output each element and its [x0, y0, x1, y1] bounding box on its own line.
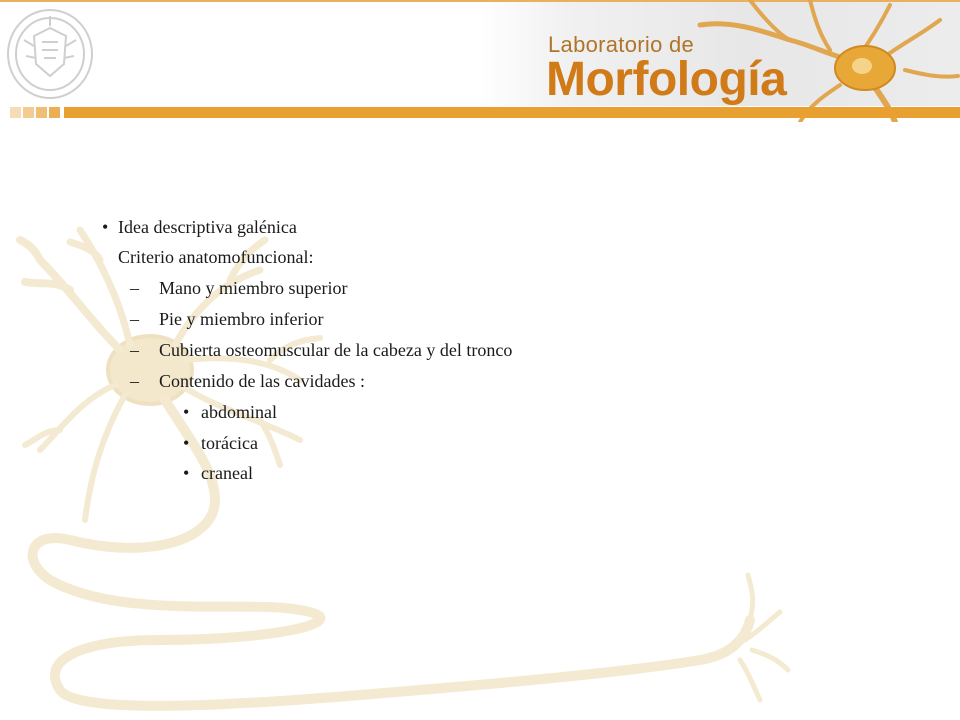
list-item: Mano y miembro superior — [159, 278, 348, 298]
header-title-big: Morfología — [546, 53, 787, 106]
list-item: Cubierta osteomuscular de la cabeza y del tronco — [159, 340, 513, 360]
dash-icon: – — [130, 278, 139, 298]
list-item: torácica — [201, 433, 258, 453]
dash-icon: – — [130, 340, 139, 360]
bullet-icon: • — [102, 217, 109, 237]
dash-icon: – — [130, 309, 139, 329]
list-item: Contenido de las cavidades : — [159, 371, 365, 391]
bullet-icon: • — [183, 463, 190, 483]
list-item: craneal — [201, 463, 253, 483]
list-item: abdominal — [201, 402, 277, 422]
dash-icon: – — [130, 371, 139, 391]
list-item: Pie y miembro inferior — [159, 309, 324, 329]
bullet-main-text: Idea descriptiva galénica — [118, 217, 297, 237]
bullet-icon: • — [183, 433, 190, 453]
subheading-text: Criterio anatomofuncional: — [118, 247, 314, 267]
bullet-icon: • — [183, 402, 190, 422]
header-title-small: Laboratorio de — [548, 32, 695, 57]
